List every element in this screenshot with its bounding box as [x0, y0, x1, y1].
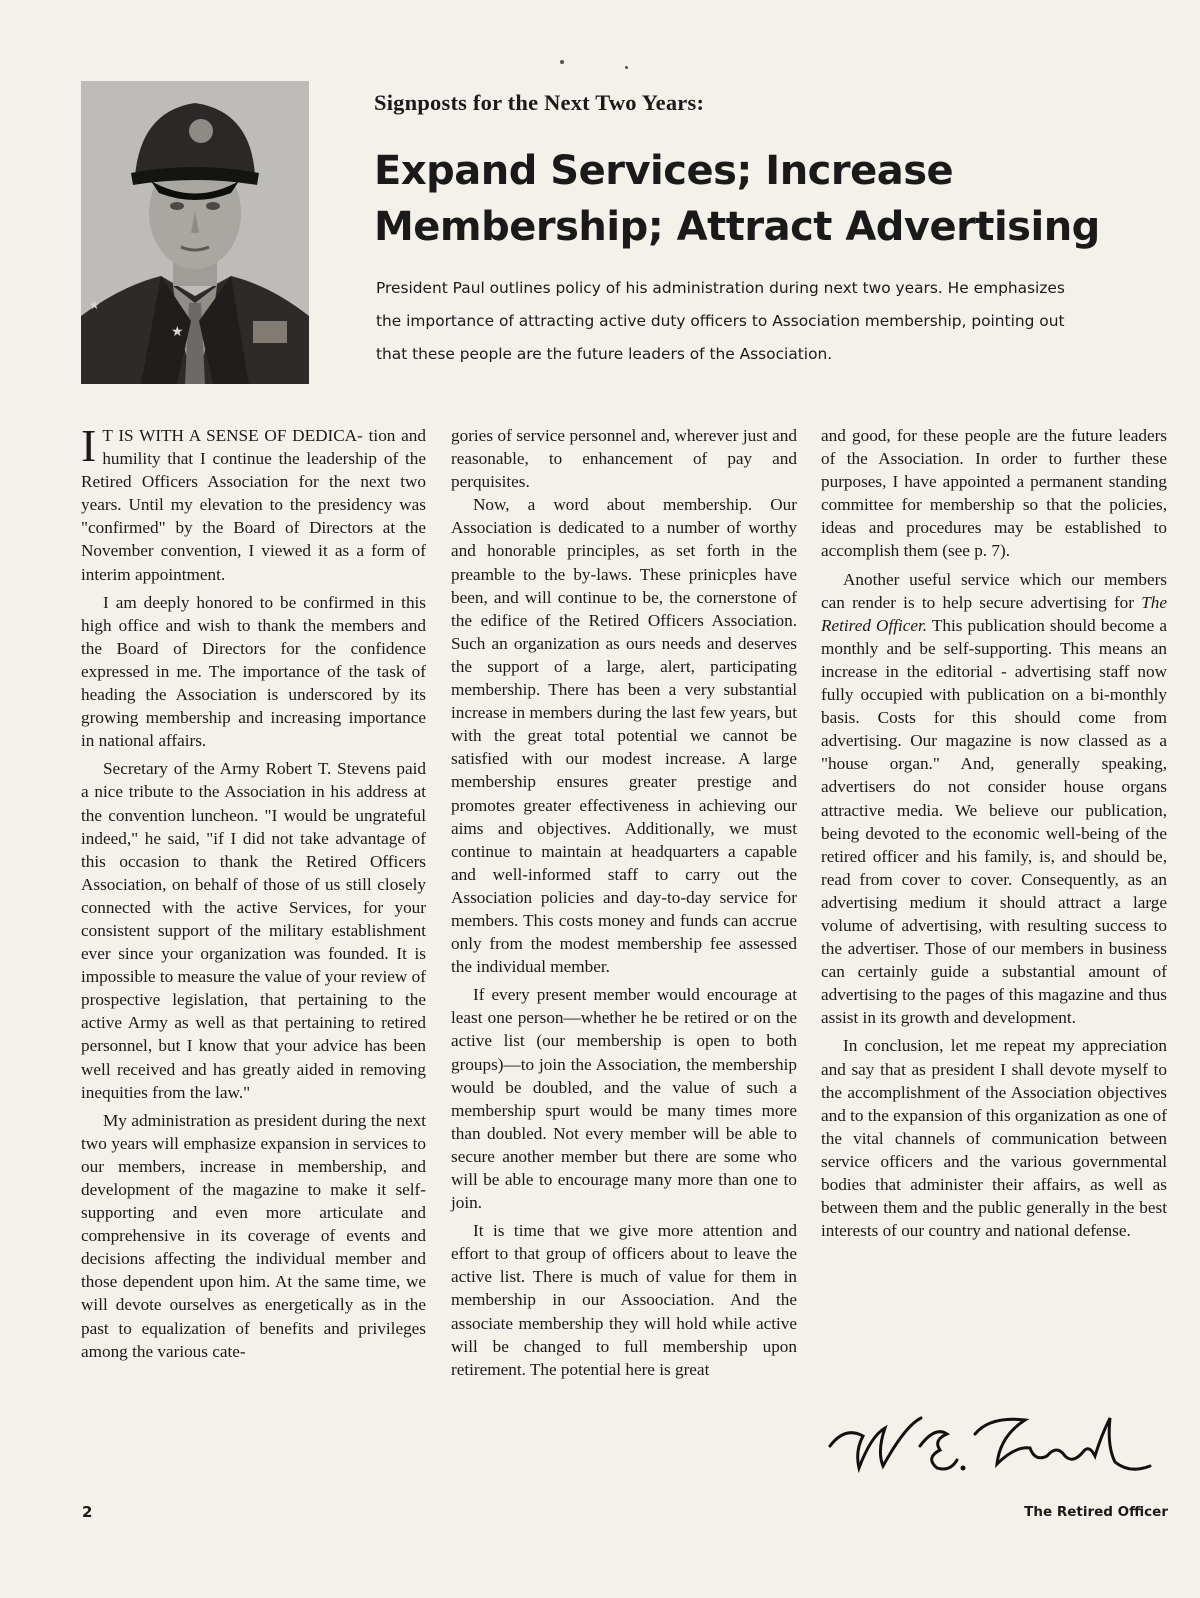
signature-icon [825, 1406, 1155, 1481]
deck-line-3: that these people are the future leaders of the Association. [376, 345, 833, 363]
headline [374, 143, 1134, 255]
deck-summary [376, 272, 1146, 371]
signature [825, 1406, 1155, 1481]
column-2 [451, 424, 797, 1381]
paragraph: and good, for these people are the future leaders of the Association. In order to further these purposes, I have appointed a permanent standing committee for membership so that the policies, ideas and procedures may be established to accomplish them (see p. 7). [821, 426, 1167, 561]
page-number: 2 [82, 1503, 93, 1521]
paragraph: gories of service personnel and, wherever just and reasonable, to enhancement of pay and perquisites. [451, 426, 797, 492]
paragraph: I T IS WITH A SENSE OF DEDICA- tion and humility that I continue the leadership of the Retired Officers Association for the next two years. Until my elevation to the presidency was "confirmed" by the Board of Directors at the November convention, I viewed it as a form of interim appointment. [81, 420, 426, 584]
paragraph: Now, a word about membership. Our Association is dedicated to a number of worthy and honorable principles, as set forth in the preamble to the by-laws. These prinicples have been, and will continue to be, the cornerstone of the edifice of the Retired Officers Association. Such an organization as ours needs and deserves the support of a large, alert, participating membership. There has been a very substantial increase in members during the last few years, but with the great total potential we cannot be satisfied with our modest increase. A large membership ensures greater prestige and promotes greater effectiveness in achieving our aims and objectives. Additionally, we must continue to maintain at headquarters a capable and well-informed staff to carry out the Association policies and day-to-day service for members. This costs money and funds can accrue only from the modest membership fee assessed the individual member. [451, 495, 797, 977]
lead-in: T IS WITH A SENSE OF DEDICA- [102, 426, 363, 445]
headline-line-1: Expand Services; Increase [374, 148, 954, 194]
publication-name: The Retired Officer [1024, 1504, 1168, 1520]
paragraph: I am deeply honored to be confirmed in this high office and wish to thank the members and the Board of Directors for the confidence expressed in me. The importance of the task of heading the Association is underscored by its growing membership and increasing importance in national affairs. [81, 592, 426, 751]
portrait-photo [81, 81, 309, 384]
magazine-title: The Retired Officer. [821, 592, 1167, 635]
headline-line-2: Membership; Attract Advertising [374, 204, 1100, 250]
deck-line-1: President Paul outlines policy of his administration during next two years. He emphasizes [376, 279, 1065, 297]
paragraph: If every present member would encourage at least one person—whether he be retired or on the active list (our membership is open to both groups)—to join the Association, the membership would be doubled, and the value of such a membership spurt would be many times more than doubled. Not every member will be able to secure another member but there are some who will be able to encourage many more than one to join. [451, 985, 797, 1213]
deck-line-2: the importance of attracting active duty officers to Association membership, pointing out [376, 312, 1065, 330]
paragraph: In conclusion, let me repeat my appreciation and say that as president I shall devote myself to the accomplishment of the Association objectives and to the expansion of this organization as one of the vital channels of communication between service officers and the various governmental bodies that administer their affairs, as well as between them and the public generally in the best interests of our country and national defense. [821, 1036, 1167, 1241]
drop-cap: I [81, 420, 97, 471]
portrait-icon [81, 81, 309, 384]
kicker: Signposts for the Next Two Years: [374, 90, 705, 115]
svg-text:★: ★ [171, 324, 184, 340]
paragraph: Secretary of the Army Robert T. Stevens paid a nice tribute to the Association in his address at the convention luncheon. "I would be ungrateful indeed," he said, "if I did not take advantage of this occasion to thank the Retired Officers Association, on behalf of those of us still closely connected with the active Services, for your consistent support of the military establishment ever since your organization was founded. It is impossible to measure the value of your review of prospective legislation, that pertaining to the active Army as well as that pertaining to retired personnel, but I know that your advice has been well received and has greatly aided in removing inequities from the law." [81, 759, 426, 1102]
column-1 [81, 420, 426, 1363]
paragraph: It is time that we give more attention and effort to that group of officers about to leave the active list. There is much of value for them in membership in our Assoociation. And the associate membership they will hold while active will be changed to full membership upon retirement. The potential here is great [451, 1221, 797, 1379]
paragraph: Another useful service which our members can render is to help secure advertising for The Retired Officer. This publication should become a monthly and be self-supporting. This means an increase in the editorial - advertising staff now fully occupied with publication on a bi-monthly basis. Costs for this should come from advertising. Our magazine is now classed as a "house organ." And, generally speaking, advertisers do not consider house organs attractive media. We believe our publication, being devoted to the economic well-being of the retired officer and his family, is, and should be, read from cover to cover. Consequently, as an advertising medium it should attract a large volume of advertising, with resulting success to the advertiser. Those of our members in business can certainly guide a substantial amount of advertising to the pages of this magazine and thus assist in its growth and development. [821, 569, 1167, 1028]
paragraph: My administration as president during the next two years will emphasize expansion in services to our members, increase in membership, and development of the magazine to make it self-supporting and even more articulate and comprehensive in its coverage of events and decisions affecting the individual member and those dependent upon him. At the same time, we will devote ourselves as energetically as in the past to equalization of benefits and privileges among the various cate- [81, 1110, 426, 1361]
column-3 [821, 424, 1167, 1242]
svg-text:★: ★ [89, 298, 100, 312]
